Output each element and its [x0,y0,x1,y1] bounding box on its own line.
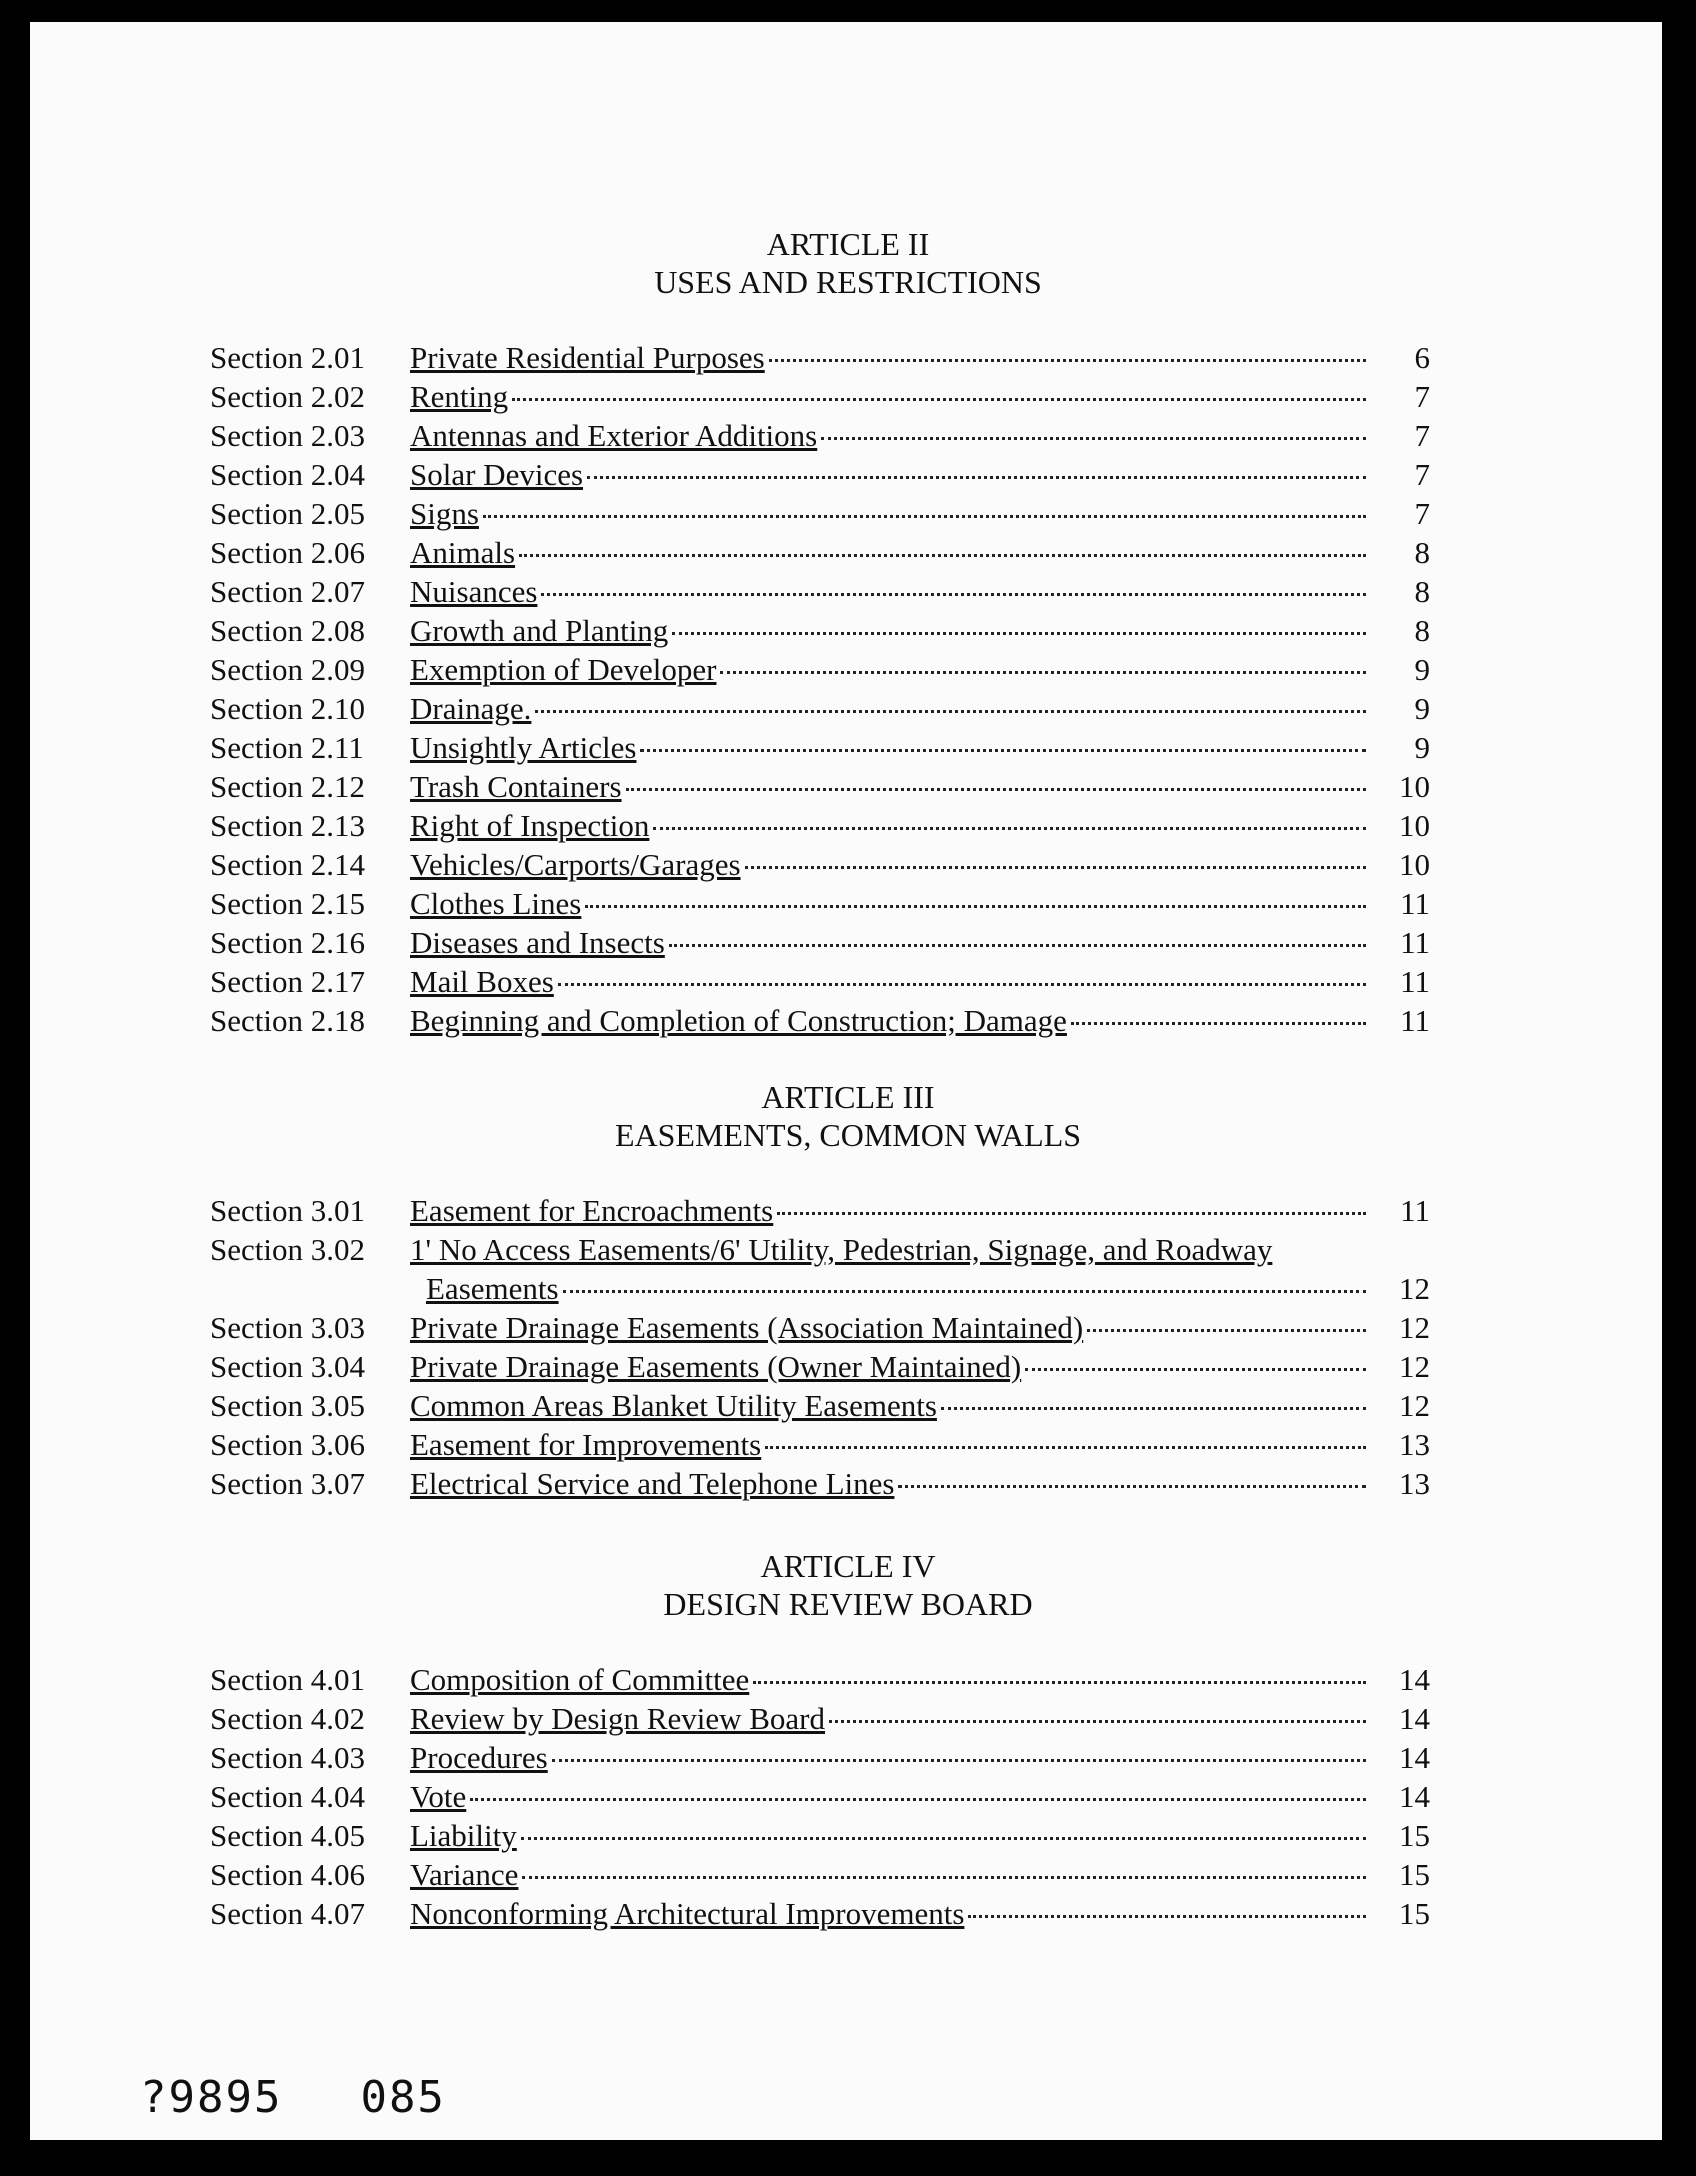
toc-entry-body [410,1003,1430,1042]
page-number: 15 [1399,1896,1430,1931]
dot-leader [512,398,1366,401]
page-number: 7 [1414,418,1430,453]
dot-leader [898,1485,1366,1488]
toc-entry[interactable] [210,886,1430,925]
article-3-heading-block [0,1078,1696,1154]
toc-line [410,535,1430,574]
dot-leader [535,710,1366,713]
toc-entry-body [410,613,1430,652]
section-number: Section 4.06 [210,1857,365,1892]
toc-entry-body [410,1388,1430,1427]
toc-entry[interactable] [210,652,1430,691]
dot-leader [626,788,1366,791]
section-title-link[interactable]: Clothes Lines [410,886,582,921]
section-number: Section 2.09 [210,652,365,687]
dot-leader [563,1290,1366,1293]
toc-line [410,379,1430,418]
page-number: 13 [1399,1427,1430,1462]
toc-entry[interactable] [210,1857,1430,1896]
toc-entry[interactable] [210,1466,1430,1505]
section-title-link[interactable]: Animals [410,535,516,570]
section-title-link[interactable]: Exemption of Developer [410,652,717,687]
page-number: 9 [1414,691,1430,726]
section-title-link[interactable]: Antennas and Exterior Additions [410,418,818,453]
toc-entry[interactable] [210,1427,1430,1466]
toc-entry-body [410,1896,1430,1935]
page-number: 14 [1399,1662,1430,1697]
page-number: 8 [1414,535,1430,570]
toc-entry-body [410,574,1430,613]
toc-entry-body [410,1310,1430,1349]
toc-line [410,886,1430,925]
section-number: Section 3.04 [210,1349,365,1384]
section-number: Section 4.07 [210,1896,365,1931]
toc-entry[interactable] [210,847,1430,886]
page-number: 14 [1399,1701,1430,1736]
toc-entry[interactable] [210,691,1430,730]
section-number: Section 2.12 [210,769,365,804]
section-number: Section 2.15 [210,886,365,921]
article-3-toc [210,1193,1430,1505]
toc-line [410,1388,1430,1427]
section-number: Section 2.08 [210,613,365,648]
dot-leader [1087,1329,1366,1332]
section-number: Section 2.10 [210,691,365,726]
section-title-link[interactable]: Private Drainage Easements (Owner Maintained) [410,1349,1022,1384]
page-number: 11 [1400,886,1430,921]
section-number: Section 2.14 [210,847,365,882]
section-title-link[interactable]: Mail Boxes [410,964,554,999]
dot-leader [521,1837,1366,1840]
section-number: Section 4.02 [210,1701,365,1736]
section-number: Section 2.05 [210,496,365,531]
section-title-link[interactable]: Signs [410,496,479,531]
article-heading: ARTICLE III [761,1079,935,1115]
dot-leader [558,983,1366,986]
section-title-link[interactable]: Drainage. [410,691,532,726]
section-number: Section 2.04 [210,457,365,492]
toc-entry-body [410,886,1430,925]
section-number: Section 3.06 [210,1427,365,1462]
section-title-link[interactable]: Electrical Service and Telephone Lines [410,1466,895,1501]
toc-line [410,1193,1430,1232]
toc-line [410,613,1430,652]
article-4-toc [210,1662,1430,1935]
section-title-link[interactable]: Composition of Committee [410,1662,750,1697]
toc-line [410,1896,1430,1935]
toc-entry[interactable] [210,964,1430,1003]
dot-leader [585,905,1366,908]
toc-line [410,769,1430,808]
section-number: Section 2.01 [210,340,365,375]
toc-entry[interactable] [210,457,1430,496]
section-number: Section 2.16 [210,925,365,960]
toc-entry-body [410,1857,1430,1896]
section-title-link[interactable]: 1' No Access Easements/6' Utility, Pedestrian, Signage, and Roadway [410,1232,1273,1267]
dot-leader [483,515,1366,518]
page-number: 9 [1414,652,1430,687]
toc-entry-body [410,496,1430,535]
toc-entry-body [410,1349,1430,1388]
page-number: 15 [1399,1857,1430,1892]
page-number: 14 [1399,1740,1430,1775]
toc-entry[interactable] [210,1349,1430,1388]
section-title-link[interactable]: Diseases and Insects [410,925,665,960]
toc-entry[interactable] [210,496,1430,535]
section-title-link[interactable]: Vote [410,1779,467,1814]
page-number: 10 [1399,769,1430,804]
page-number: 12 [1399,1388,1430,1423]
section-number: Section 2.06 [210,535,365,570]
section-title-link[interactable]: Beginning and Completion of Construction; Damage [410,1003,1067,1038]
toc-entry[interactable] [210,418,1430,457]
toc-line [410,1818,1430,1857]
toc-line [410,574,1430,613]
section-title-link[interactable]: Review by Design Review Board [410,1701,825,1736]
page-number: 10 [1399,847,1430,882]
dot-leader [745,866,1366,869]
toc-entry-body [410,691,1430,730]
section-title-link[interactable]: Nuisances [410,574,538,609]
page-number: 11 [1400,964,1430,999]
toc-line [410,1232,1430,1271]
dot-leader [653,827,1366,830]
page-number: 12 [1399,1271,1430,1306]
toc-entry-body [410,847,1430,886]
toc-line [410,964,1430,1003]
toc-line [410,652,1430,691]
section-number: Section 2.11 [210,730,364,765]
section-number: Section 3.02 [210,1232,365,1267]
toc-entry[interactable] [210,1003,1430,1042]
toc-line [410,340,1430,379]
toc-entry-body [410,1193,1430,1232]
toc-entry-body [410,1701,1430,1740]
section-title-link[interactable]: Unsightly Articles [410,730,637,765]
section-title-link[interactable]: Private Drainage Easements (Association Maintained) [410,1310,1084,1345]
toc-line [410,1349,1430,1388]
page-number: 7 [1414,457,1430,492]
toc-line [410,1310,1430,1349]
section-number: Section 4.03 [210,1740,365,1775]
toc-line [410,1662,1430,1701]
page-number: 13 [1399,1466,1430,1501]
toc-entry-body [410,769,1430,808]
page-number: 9 [1414,730,1430,765]
dot-leader [968,1915,1366,1918]
toc-entry[interactable] [210,1896,1430,1935]
article-subheading: DESIGN REVIEW BOARD [663,1586,1033,1622]
toc-entry-body [410,1779,1430,1818]
toc-entry-body [410,964,1430,1003]
toc-entry-body [410,652,1430,691]
page-number: 15 [1399,1818,1430,1853]
section-number: Section 2.03 [210,418,365,453]
toc-entry[interactable] [210,574,1430,613]
section-number: Section 4.05 [210,1818,365,1853]
section-title-link[interactable]: Vehicles/Carports/Garages [410,847,741,882]
dot-leader [519,554,1366,557]
dot-leader [720,671,1366,674]
toc-entry[interactable] [210,1818,1430,1857]
toc-line [410,808,1430,847]
section-number: Section 3.01 [210,1193,365,1228]
toc-line [410,1740,1430,1779]
toc-line [410,1427,1430,1466]
toc-entry-body [410,808,1430,847]
toc-line-continued [410,1271,1430,1310]
toc-line [410,925,1430,964]
section-number: Section 2.07 [210,574,365,609]
toc-entry-body [410,1662,1430,1701]
toc-entry-body [410,379,1430,418]
section-title-link[interactable]: Variance [410,1857,519,1892]
toc-line [410,496,1430,535]
section-title-link[interactable]: Renting [410,379,509,414]
section-title-link[interactable]: Procedures [410,1740,548,1775]
article-subheading: EASEMENTS, COMMON WALLS [614,1117,1082,1153]
section-title-link[interactable]: Nonconforming Architectural Improvements [410,1896,965,1931]
toc-entry-body [410,1427,1430,1466]
section-number: Section 2.17 [210,964,365,999]
article-2-toc [210,340,1430,1042]
toc-line [410,691,1430,730]
toc-entry-body [410,457,1430,496]
page-number: 14 [1399,1779,1430,1814]
dot-leader [821,437,1366,440]
article-heading: ARTICLE IV [760,1548,936,1584]
page-number: 12 [1399,1310,1430,1345]
toc-line [410,1466,1430,1505]
toc-entry[interactable] [210,1232,1430,1310]
toc-entry[interactable] [210,1662,1430,1701]
page-code: 085 [360,2072,446,2123]
toc-entry[interactable] [210,925,1430,964]
page-number: 7 [1414,496,1430,531]
section-title-link[interactable]: Common Areas Blanket Utility Easements [410,1388,937,1423]
toc-entry[interactable] [210,769,1430,808]
dot-leader [672,632,1366,635]
dot-leader [640,749,1366,752]
toc-entry-body [410,925,1430,964]
section-title-link[interactable]: Easement for Improvements [410,1427,762,1462]
toc-entry[interactable] [210,535,1430,574]
article-2-heading-block [0,225,1696,301]
page-number: 8 [1414,613,1430,648]
section-number: Section 2.18 [210,1003,365,1038]
dot-leader [1071,1022,1366,1025]
dot-leader [470,1798,1366,1801]
section-number: Section 3.07 [210,1466,365,1501]
section-title-link[interactable]: Easement for Encroachments [410,1193,774,1228]
dot-leader [765,1446,1366,1449]
section-title-continued[interactable]: Easements [426,1271,559,1306]
article-4-heading-block [0,1547,1696,1623]
toc-entry[interactable] [210,379,1430,418]
dot-leader [587,476,1366,479]
section-title-link[interactable]: Right of Inspection [410,808,650,843]
dot-leader [541,593,1366,596]
toc-entry[interactable] [210,808,1430,847]
toc-entry[interactable] [210,340,1430,379]
page-number: 11 [1400,1193,1430,1228]
toc-line [410,1857,1430,1896]
section-title-link[interactable]: Growth and Planting [410,613,669,648]
section-number: Section 3.03 [210,1310,365,1345]
toc-entry-body [410,1818,1430,1857]
toc-entry-body [410,535,1430,574]
dot-leader [522,1876,1366,1879]
toc-line [410,1003,1430,1042]
toc-entry[interactable] [210,730,1430,769]
article-heading: ARTICLE II [766,226,930,262]
toc-line [410,1701,1430,1740]
section-number: Section 4.04 [210,1779,365,1814]
toc-entry[interactable] [210,1701,1430,1740]
page-number: 11 [1400,925,1430,960]
page-number: 7 [1414,379,1430,414]
toc-line [410,1779,1430,1818]
page-number: 12 [1399,1349,1430,1384]
toc-entry-body [410,1466,1430,1505]
article-subheading: USES AND RESTRICTIONS [654,264,1042,300]
toc-entry[interactable] [210,1388,1430,1427]
dot-leader [829,1720,1366,1723]
page-number: 10 [1399,808,1430,843]
dot-leader [753,1681,1366,1684]
toc-entry-body [410,418,1430,457]
toc-entry[interactable] [210,1310,1430,1349]
toc-entry[interactable] [210,1193,1430,1232]
section-title-link[interactable]: Liability [410,1818,517,1853]
dot-leader [941,1407,1366,1410]
dot-leader [1025,1368,1366,1371]
document-footer [140,2072,524,2123]
dot-leader [777,1212,1366,1215]
dot-leader [769,359,1366,362]
dot-leader [552,1759,1366,1762]
section-number: Section 2.02 [210,379,365,414]
page-number: 8 [1414,574,1430,609]
section-number: Section 3.05 [210,1388,365,1423]
toc-line [410,730,1430,769]
page-number: 6 [1414,340,1430,375]
section-title-link[interactable]: Private Residential Purposes [410,340,765,375]
section-title-link[interactable]: Trash Containers [410,769,622,804]
toc-entry[interactable] [210,1740,1430,1779]
toc-entry-body [410,340,1430,379]
toc-entry[interactable] [210,1779,1430,1818]
toc-entry[interactable] [210,613,1430,652]
page-number: 11 [1400,1003,1430,1038]
section-number: Section 2.13 [210,808,365,843]
toc-line [410,418,1430,457]
toc-line [410,847,1430,886]
toc-line [410,457,1430,496]
section-number: Section 4.01 [210,1662,365,1697]
dot-leader [669,944,1366,947]
toc-entry-body [410,1232,1430,1310]
doc-number: ?9895 [140,2072,283,2123]
toc-entry-body [410,1740,1430,1779]
section-title-link[interactable]: Solar Devices [410,457,584,492]
toc-entry-body [410,730,1430,769]
